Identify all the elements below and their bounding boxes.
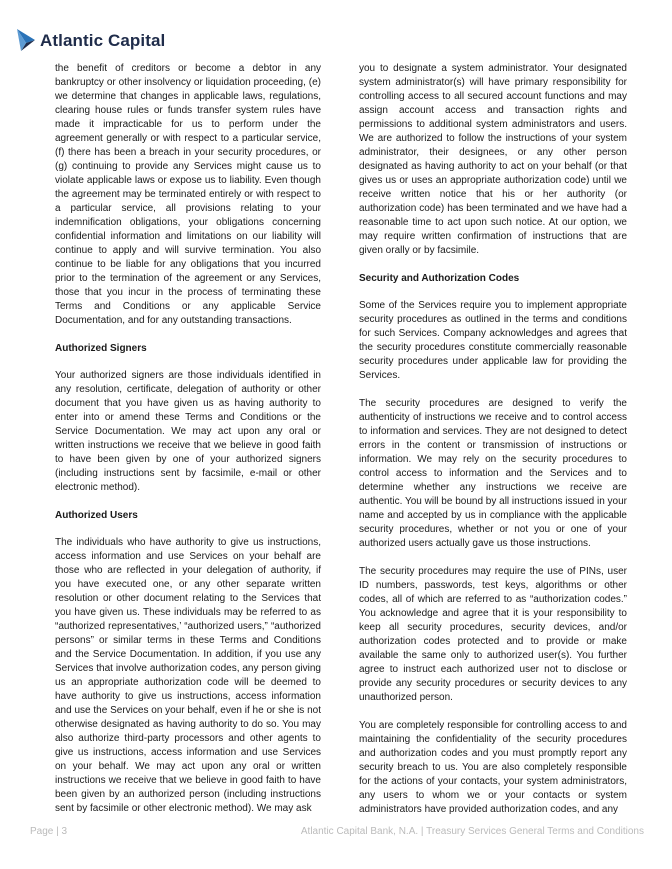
authorization-codes-paragraph: The security procedures may require the use of PINs, user ID numbers, passwords, test keys, algorithms or other codes, all of which are referred to as “authorization codes.” You acknowledge and agree that it is your responsibility to keep all security procedures, security devices, and/or authorization codes protected and to provide or make available the same only to authorized user(s). You further agree to instruct each authorized user not to disclose or provide any security procedures or security devices to any unauthorized person. [359,566,627,703]
page-footer [30,826,644,837]
termination-paragraph: the benefit of creditors or become a debtor in any bankruptcy or other insolvency or liquidation proceeding, (e) we determine that changes in applicable laws, regulations, clearing house rules or funds transfer system rules have made it impracticable for us to perform under the agreement generally or with respect to a particular service, (f) there has been a breach in your security procedures, or (g) continuing to provide any Services might cause us to violate applicable laws or expose us to liability. Even though the agreement may be terminated entirely or with respect to a particular service, all provisions relating to your indemnification obligations, your obligations concerning confidential information and limitations on our liability will continue to apply and will survive termination. You also continue to be liable for any obligations that you incurred prior to the termination of the agreement or any Services, those that you incur in the process of terminating these Terms and Conditions or any applicable Service Documentation, and for any outstanding transactions. [55,63,321,326]
authorized-users-paragraph: The individuals who have authority to give us instructions, access information and use Services on your behalf are those who are reflected in your delegation of authority, if you have executed one, or any other separate written resolution or other document relating to the Services that you have given us. These individuals may be referred to as “authorized representatives,’ “authorized users,” “authorized persons” or similar terms in these Terms and Conditions and the Service Documentation. In addition, if you use any Services that involve authorization codes, any person giving us an appropriate authorization code will be deemed to have authority to give us instructions, access information and use the Services on your behalf, even if he or she is not otherwise designated as having authority to do so. You may also authorize third-party processors and other agents to give us instructions, access information and use Services on your behalf. We may act upon any oral or written instructions we receive that we believe in good faith to have been given by an authorized person (including instructions sent by facsimile or other electronic method). We may ask [55,537,321,814]
company-logo [15,27,165,53]
authorized-signers-paragraph: Your authorized signers are those individuals identified in any resolution, certificate, delegation of authority or other document that you have given us as having authority to enter into or amend these Terms and Conditions or the Service Documentation. We may act upon any oral or written instructions we receive that we believe in good faith to have been given by one of your authorized signers (including instructions sent by facsimile, e-mail or other electronic method). [55,370,321,493]
brand-name: Atlantic Capital [40,30,166,50]
footer-title: Atlantic Capital Bank, N.A. | Treasury Services General Terms and Conditions [300,826,644,837]
authorized-signers-heading: Authorized Signers [55,343,147,354]
security-procedures-paragraph: Some of the Services require you to implement appropriate security procedures as outlined in the terms and conditions for such Services. Company acknowledges and agrees that the security procedures constitute commercially reasonable security procedures under applicable law for providing the Services. [359,300,627,381]
system-administrator-paragraph: you to designate a system administrator. Your designated system administrator(s) will have primary responsibility for controlling access to all secured account functions and may assign account access and transaction rights and permissions to additional system administrators and users. We are authorized to follow the instructions of your system administrator, their designees, or any other person designated as having authority to act on your behalf (or that gives us or uses an appropriate authorization code) until we receive written notice that his or her authority (or authorization code) has been terminated and we have had a reasonable time to act upon such notice. At our option, we may require written confirmation of instructions that are given orally or by facsimile. [359,63,627,256]
security-codes-heading: Security and Authorization Codes [359,273,520,284]
atlantic-capital-logo-icon [15,27,37,53]
authorized-users-heading: Authorized Users [55,510,138,521]
access-responsibility-paragraph: You are completely responsible for controlling access to and maintaining the confidentiality of the security procedures and authorization codes and you must promptly report any security breach to us. You are also completely responsible for the actions of your contacts, your system administrators, any users to whom we or your contacts or system administrators have provided authorization codes, and any [359,720,627,815]
security-verification-paragraph: The security procedures are designed to verify the authenticity of instructions we receive and to control access to information and services. They are not designed to detect errors in the content or transmission of instructions or information. We may rely on the security procedures to control access to information and the Services and to determine whether any instructions we receive are authentic. You will be bound by all instructions issued in your name and accepted by us in compliance with the applicable security procedures, whether or not you or one of your authorized users actually gave us those instructions. [359,398,627,549]
page-number: Page | 3 [30,826,68,837]
right-column [359,62,627,831]
left-column [55,62,321,830]
